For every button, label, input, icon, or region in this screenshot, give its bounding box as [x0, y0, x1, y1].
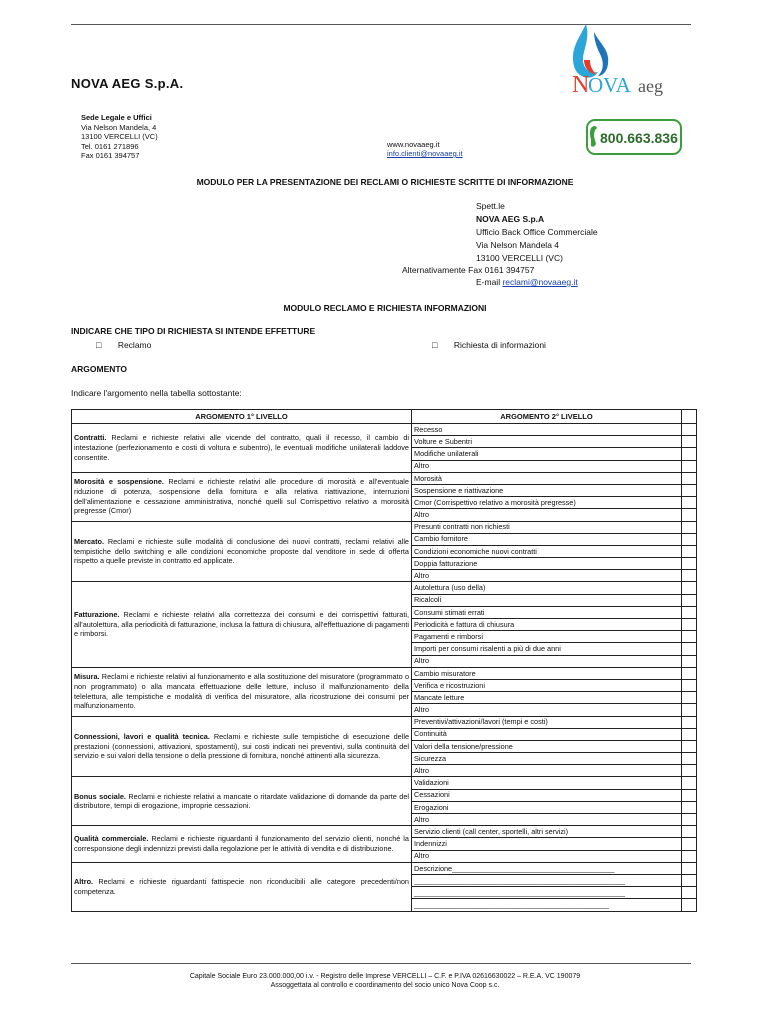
level-1-title: Connessioni, lavori e qualità tecnica. — [74, 732, 210, 742]
level-2-item: ____________________________________________________ — [412, 887, 682, 899]
reclami-email-link[interactable]: reclami@novaaeg.it — [502, 277, 578, 287]
level-2-item: Altro — [412, 704, 682, 716]
level-1-description — [72, 424, 412, 473]
level-2-item: Recesso — [412, 424, 682, 436]
level-1-text: Reclami e richieste relativi alle vicende del contratto, quali il recesso, il cambio di intestazione (perfezionamento e costi di voltura e subentro), le eventuali modifiche unilaterali laddove consentite. — [74, 433, 409, 462]
level-1-title: Fatturazione. — [74, 610, 120, 620]
table-row — [72, 582, 697, 594]
option-reclamo-label: Reclamo — [117, 340, 152, 350]
level-2-item: Servizio clienti (call center, sportelli, altri servizi) — [412, 826, 682, 838]
level-1-description — [72, 862, 412, 911]
level-2-item: Periodicità e fattura di chiusura — [412, 619, 682, 631]
level-1-description — [72, 777, 412, 826]
level-2-checkbox[interactable] — [682, 838, 697, 850]
table-row — [72, 716, 697, 728]
web-block — [387, 140, 463, 158]
email-clienti-link[interactable]: info.clienti@novaaeg.it — [387, 149, 463, 158]
level-2-item: Altro — [412, 765, 682, 777]
level-2-item: Altro — [412, 570, 682, 582]
level-1-text: Reclami e richieste sulle modalità di conclusione dei nuovi contratti, reclami relativi alle tempistiche dello switching e alle condizioni economiche proposte dal venditore in sede di offerta rispetto a quelle previste in contratto ed applicate. — [74, 537, 409, 566]
level-2-checkbox[interactable] — [682, 643, 697, 655]
table-row — [72, 521, 697, 533]
table-row — [72, 667, 697, 679]
level-1-description — [72, 716, 412, 777]
level-1-text: Reclami e richieste relativi alla correttezza dei consumi e dei corrispettivi fatturati, all'autolettura, alla periodicità di fatturazione, inclusa la fattura di chiusura, all'effettuazione di pagamenti e rimborsi. — [74, 610, 409, 639]
level-1-title: Misura. — [74, 672, 100, 682]
table-row — [72, 862, 697, 874]
level-2-checkbox[interactable] — [682, 728, 697, 740]
level-2-checkbox[interactable] — [682, 801, 697, 813]
level-1-text: Reclami e richieste sulle tempistiche di esecuzione delle prestazioni (connessioni, attivazioni, spostamenti), sui costi indicati nei preventivi, sulla continuità del servizio e sui valori della tensione o della pressione di fornitura, nonché attinenti alla sicurezza. — [74, 732, 410, 761]
level-2-item: Consumi stimati errati — [412, 606, 682, 618]
level-2-item: Morosità — [412, 472, 682, 484]
level-2-checkbox[interactable] — [682, 814, 697, 826]
header-level-1: ARGOMENTO 1° LIVELLO — [72, 410, 412, 424]
level-1-text: Reclami e richieste relativi a mancate o ritardate validazione di domande da parte del distributore, tempi di erogazione, improprie cessazioni. — [74, 791, 410, 811]
footer-line-2: Assoggettata al controllo e coordinamento del socio unico Nova Coop s.c. — [270, 982, 500, 989]
level-2-checkbox[interactable] — [682, 545, 697, 557]
level-2-item: Condizioni economiche nuovi contratti — [412, 545, 682, 557]
level-2-item: Valori della tensione/pressione — [412, 740, 682, 752]
table-row — [72, 777, 697, 789]
checkbox-icon[interactable]: □ — [96, 340, 102, 350]
level-2-checkbox[interactable] — [682, 606, 697, 618]
level-2-item: Altro — [412, 460, 682, 472]
level-2-item: Volture e Subentri — [412, 436, 682, 448]
level-2-checkbox[interactable] — [682, 716, 697, 728]
level-2-checkbox[interactable] — [682, 899, 697, 911]
level-2-item: Sospensione e riattivazione — [412, 484, 682, 496]
level-2-item: Altro — [412, 850, 682, 862]
nova-aeg-logo — [566, 20, 692, 100]
office-title: Sede Legale e Uffici — [81, 113, 152, 122]
checkbox-icon[interactable]: □ — [432, 340, 438, 350]
company-name: NOVA AEG S.p.A. — [71, 76, 184, 91]
level-1-description — [72, 582, 412, 667]
argomento-heading: ARGOMENTO — [71, 364, 128, 374]
level-2-checkbox[interactable] — [682, 740, 697, 752]
level-2-item: Presunti contratti non richiesti — [412, 521, 682, 533]
level-2-checkbox[interactable] — [682, 692, 697, 704]
level-2-checkbox[interactable] — [682, 887, 697, 899]
level-1-title: Contratti. — [74, 433, 107, 443]
recipient-city: 13100 VERCELLI (VC) — [476, 253, 563, 263]
level-2-item: Importi per consumi risalenti a più di due anni — [412, 643, 682, 655]
level-2-checkbox[interactable] — [682, 521, 697, 533]
level-1-description — [72, 826, 412, 863]
level-2-checkbox[interactable] — [682, 777, 697, 789]
level-2-checkbox[interactable] — [682, 558, 697, 570]
level-2-checkbox[interactable] — [682, 655, 697, 667]
office-block — [81, 113, 158, 161]
level-2-item: Doppia fatturazione — [412, 558, 682, 570]
option-informazioni-label: Richiesta di informazioni — [453, 340, 546, 350]
footer-rule — [71, 963, 691, 964]
office-line: 13100 VERCELLI (VC) — [81, 132, 158, 141]
level-1-title: Mercato. — [74, 537, 105, 547]
level-2-item: Sicurezza — [412, 753, 682, 765]
level-2-checkbox[interactable] — [682, 789, 697, 801]
recipient-address — [476, 200, 598, 265]
level-2-item: Altro — [412, 655, 682, 667]
level-2-checkbox[interactable] — [682, 594, 697, 606]
level-2-checkbox[interactable] — [682, 436, 697, 448]
level-2-item: Altro — [412, 814, 682, 826]
level-2-checkbox[interactable] — [682, 874, 697, 886]
table-row — [72, 472, 697, 484]
website-link[interactable]: www.novaaeg.it — [387, 140, 440, 149]
level-2-checkbox[interactable] — [682, 570, 697, 582]
level-2-item: Ricalcoli — [412, 594, 682, 606]
footer-line-1: Capitale Sociale Euro 23.000.000,00 i.v. - Registro delle Imprese VERCELLI – C.F. e P.IVA 02616630022 – R.E.A. VC 190079 — [189, 973, 581, 980]
level-2-checkbox[interactable] — [682, 509, 697, 521]
phone-badge-icon — [586, 118, 682, 158]
argomento-instruction: Indicare l'argomento nella tabella sottostante: — [71, 388, 242, 398]
recipient-email-row — [476, 277, 578, 287]
svg-text:aeg: aeg — [638, 76, 663, 96]
level-2-item: Autolettura (uso della) — [412, 582, 682, 594]
form-title: MODULO PER LA PRESENTAZIONE DEI RECLAMI O RICHIESTE SCRITTE DI INFORMAZIONE — [196, 177, 574, 187]
email-label: E-mail — [476, 277, 503, 287]
office-line: Fax 0161 394757 — [81, 151, 140, 160]
level-2-checkbox[interactable] — [682, 497, 697, 509]
level-2-checkbox[interactable] — [682, 704, 697, 716]
level-2-checkbox[interactable] — [682, 753, 697, 765]
level-2-item: ____________________________________________________ — [412, 874, 682, 886]
level-2-checkbox[interactable] — [682, 472, 697, 484]
table-row — [72, 424, 697, 436]
level-1-title: Bonus sociale. — [74, 791, 126, 801]
level-2-item: Altro — [412, 509, 682, 521]
level-1-text: Reclami e richieste riguardanti fattispecie non riconducibili alle categore precedenti/non competenza. — [74, 877, 409, 896]
phone-number: 800.663.836 — [600, 130, 678, 146]
recipient-department: Ufficio Back Office Commerciale — [476, 227, 598, 237]
level-2-item: Preventivi/attivazioni/lavori (tempi e costi) — [412, 716, 682, 728]
logo-text: N — [572, 72, 590, 98]
level-1-title: Qualità commerciale. — [74, 834, 149, 844]
level-2-item: Cmor (Corrispettivo relativo a morosità pregresse) — [412, 497, 682, 509]
recipient-company: NOVA AEG S.p.A — [476, 214, 545, 224]
level-1-text: Reclami e richieste relativi alle procedure di morosità e all'eventuale riduzione di potenza, sospensione della fornitura e alla relativa riattivazione, interruzioni dell'alimentazione e cessazione amministrativa, nonché quelli sul Corrispettivo relativo a morosità pregresse (Cmor) — [74, 477, 409, 516]
level-2-checkbox[interactable] — [682, 765, 697, 777]
table-row — [72, 826, 697, 838]
level-2-item: Erogazioni — [412, 801, 682, 813]
footer — [0, 972, 770, 990]
table-header-row — [72, 410, 697, 424]
toll-free-phone[interactable] — [586, 118, 682, 158]
level-2-checkbox[interactable] — [682, 460, 697, 472]
level-2-item: Mancate letture — [412, 692, 682, 704]
level-2-item: Modifiche unilaterali — [412, 448, 682, 460]
level-1-title: Morosità e sospensione. — [74, 477, 164, 487]
office-line: Tel. 0161 271896 — [81, 141, 139, 151]
level-1-text: Reclami e richieste riguardanti il funzionamento del servizio clienti, nonché la corresponsione degli indennizzi previsti dalla regolazione per le attività di vendita e di distribuzione. — [74, 834, 409, 853]
option-informazioni[interactable] — [432, 340, 546, 350]
level-2-checkbox[interactable] — [682, 826, 697, 838]
office-line: Via Nelson Mandela, 4 — [81, 122, 157, 132]
level-2-checkbox[interactable] — [682, 667, 697, 679]
level-1-title: Altro. — [74, 877, 94, 887]
level-2-checkbox[interactable] — [682, 619, 697, 631]
request-type-heading: INDICARE CHE TIPO DI RICHIESTA SI INTENDE EFFETTURE — [71, 326, 316, 336]
level-2-checkbox[interactable] — [682, 850, 697, 862]
recipient-alternative-fax: Alternativamente Fax 0161 394757 — [402, 265, 535, 275]
level-2-item: Verifica e ricostruzioni — [412, 679, 682, 691]
level-2-checkbox[interactable] — [682, 679, 697, 691]
level-1-description — [72, 667, 412, 716]
section-title: MODULO RECLAMO E RICHIESTA INFORMAZIONI — [283, 303, 487, 313]
level-2-item: Pagamenti e rimborsi — [412, 631, 682, 643]
level-2-item: Indennizzi — [412, 838, 682, 850]
flame-logo-icon — [566, 20, 692, 100]
level-2-checkbox[interactable] — [682, 484, 697, 496]
level-2-item: ________________________________________________ — [412, 899, 682, 911]
header-level-2: ARGOMENTO 2° LIVELLO — [412, 410, 682, 424]
level-2-item: Validazioni — [412, 777, 682, 789]
recipient-salutation: Spett.le — [476, 201, 505, 211]
level-2-item: Continuità — [412, 728, 682, 740]
option-reclamo[interactable] — [96, 340, 151, 350]
level-2-checkbox[interactable] — [682, 582, 697, 594]
level-2-checkbox[interactable] — [682, 533, 697, 545]
level-1-description — [72, 472, 412, 521]
level-2-checkbox[interactable] — [682, 448, 697, 460]
level-2-item: Cambio fornitore — [412, 533, 682, 545]
level-2-item: Descrizione________________________________________ — [412, 862, 682, 874]
level-2-checkbox[interactable] — [682, 862, 697, 874]
level-2-item: Cambio misuratore — [412, 667, 682, 679]
level-1-text: Reclami e richieste relativi al funzionamento e alla sostituzione del misuratore (programmato o non programmato) o alla mancata effettuazione delle letture, incluso il malfunzionamento della telelettura, alle tempistiche e modalità di verifica del misuratore, alla ricostruzione dei consumi per malfunzionamento. — [74, 672, 409, 711]
level-2-checkbox[interactable] — [682, 424, 697, 436]
argomento-table — [71, 409, 697, 912]
level-1-description — [72, 521, 412, 582]
svg-text:OVA: OVA — [588, 73, 631, 97]
recipient-street: Via Nelson Mandela 4 — [476, 240, 560, 250]
header-checkbox-col — [682, 410, 697, 424]
level-2-checkbox[interactable] — [682, 631, 697, 643]
level-2-item: Cessazioni — [412, 789, 682, 801]
